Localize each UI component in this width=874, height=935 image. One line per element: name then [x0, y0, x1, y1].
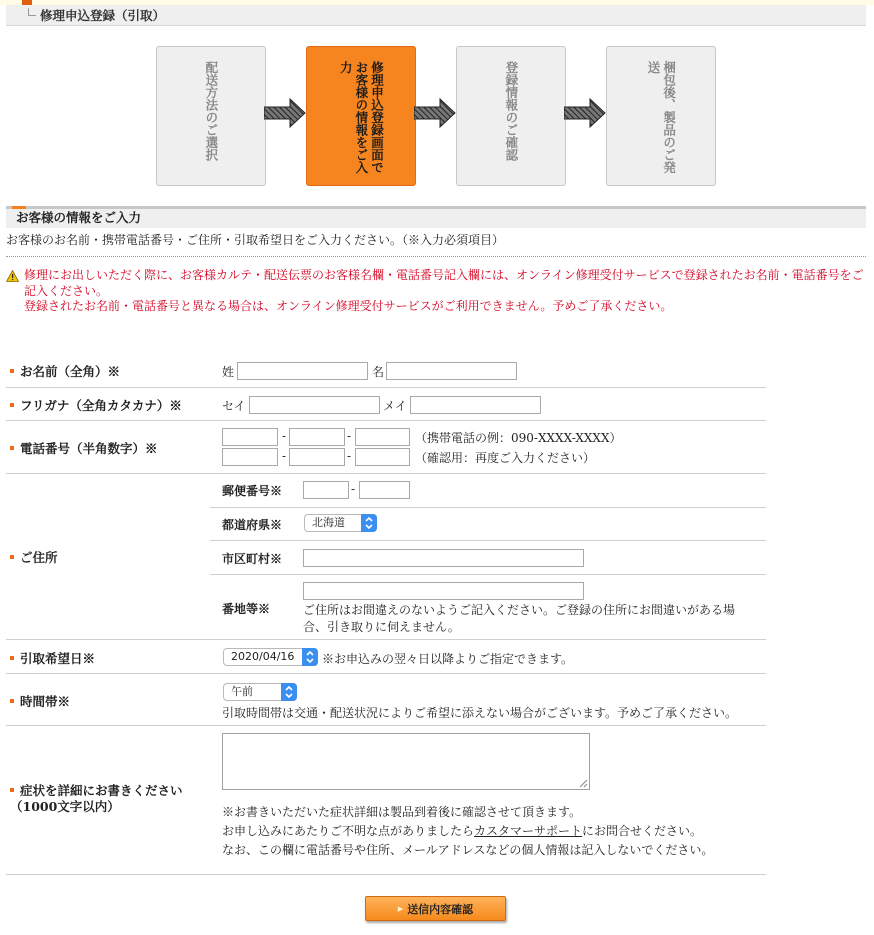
step-enter-info — [306, 46, 416, 186]
play-icon: ▶ — [397, 904, 404, 913]
symptoms-note: なお、この欄に電話番号や住所、メールアドレスなどの個人情報は記入しないでください。 — [222, 843, 714, 857]
name-label: お名前（全角）※ — [10, 362, 120, 380]
phone-sep: - — [282, 429, 287, 443]
phone-confirm-input-1[interactable] — [222, 448, 278, 466]
postal-input-1[interactable] — [303, 481, 349, 499]
step-select-delivery — [156, 46, 266, 186]
step-label: 梱包後、製品のご発送 — [646, 61, 677, 174]
select-arrow-icon — [361, 514, 377, 532]
phone-input-2[interactable] — [289, 428, 345, 446]
breadcrumb-corner-icon — [28, 8, 36, 16]
kana-last-prefix: セイ — [222, 399, 246, 413]
page-title: 修理申込登録（引取） — [40, 8, 166, 23]
last-name-input[interactable] — [237, 362, 368, 380]
warning-message — [6, 268, 866, 315]
phone-sep: - — [347, 429, 352, 443]
resize-handle-icon[interactable] — [579, 779, 588, 788]
step-confirm — [456, 46, 566, 186]
symptoms-note: お申し込みにあたりご不明な点がありましたらカスタマーサポートにお問合せください。 — [222, 824, 703, 838]
street-input[interactable] — [303, 582, 584, 600]
kana-label: フリガナ（全角カタカナ）※ — [10, 396, 182, 414]
prefecture-select[interactable]: 北海道 — [304, 514, 377, 532]
phone-sep: - — [347, 449, 352, 463]
warning-line: 修理にお出しいただく際に、お客様カルテ・配送伝票のお客様名欄・電話番号記入欄には、オンライン修理受付サービスで登録されたお名前・電話番号をご — [24, 268, 864, 282]
phone-confirm-input-3[interactable] — [355, 448, 410, 466]
warning-line: 記入ください。 — [24, 283, 109, 298]
street-note: ご住所はお間違えのないようご記入ください。ご登録の住所にお間違いがある場 — [303, 603, 736, 617]
postal-sep: - — [351, 482, 356, 496]
address-divider — [210, 574, 766, 575]
step-arrow-icon — [264, 98, 306, 128]
step-arrow-icon — [564, 98, 606, 128]
phone-sep: - — [282, 449, 287, 463]
step-label: 修理申込登録画面で お客様の情報をご入力 — [338, 61, 385, 174]
address-label: ご住所 — [10, 548, 58, 566]
phone-example: （携帯電話の例：090-XXXX-XXXX） — [415, 431, 622, 445]
last-name-prefix: 姓 — [222, 365, 235, 379]
pickup-date-label: 引取希望日※ — [10, 649, 95, 667]
divider — [6, 256, 866, 257]
breadcrumb — [6, 5, 866, 26]
step-label: 配送方法のご選択 — [203, 61, 219, 161]
phone-confirm-note: （確認用：再度ご入力ください） — [415, 451, 596, 465]
pickup-date-note: ※お申込みの翌々日以降よりご指定できます。 — [322, 652, 574, 666]
time-slot-label: 時間帯※ — [10, 692, 70, 710]
city-input[interactable] — [303, 549, 584, 567]
phone-input-3[interactable] — [355, 428, 410, 446]
first-name-prefix: 名 — [372, 365, 385, 379]
time-slot-select[interactable]: 午前 — [223, 683, 297, 701]
prefecture-label: 都道府県※ — [222, 518, 283, 532]
phone-confirm-input-2[interactable] — [289, 448, 345, 466]
step-label: 登録情報のご確認 — [503, 61, 519, 161]
address-divider — [210, 507, 766, 508]
step-arrow-icon — [414, 98, 456, 128]
warning-icon — [6, 270, 19, 282]
section-intro: お客様のお名前・携帯電話番号・ご住所・引取希望日をご入力ください。（※入力必須項目） — [6, 233, 505, 247]
symptoms-note: ※お書きいただいた症状詳細は製品到着後に確認させて頂きます。 — [222, 805, 582, 819]
kana-last-input[interactable] — [249, 396, 380, 414]
step-ship — [606, 46, 716, 186]
street-note: 合、引き取りに伺えません。 — [303, 620, 460, 634]
select-arrow-icon — [281, 683, 297, 701]
kana-first-prefix: メイ — [383, 399, 407, 413]
phone-label: 電話番号（半角数字）※ — [10, 439, 158, 457]
section-title: お客様の情報をご入力 — [6, 206, 866, 228]
symptoms-textarea[interactable] — [222, 733, 590, 790]
time-slot-note: 引取時間帯は交通・配送状況によりご希望に添えない場合がございます。予めご了承ください。 — [222, 706, 738, 720]
phone-input-1[interactable] — [222, 428, 278, 446]
kana-first-input[interactable] — [410, 396, 541, 414]
pickup-date-select[interactable]: 2020/04/16 — [223, 648, 318, 666]
symptoms-label: 症状を詳細にお書きください （1000文字以内） — [10, 783, 183, 814]
postal-label: 郵便番号※ — [222, 484, 283, 498]
street-label: 番地等※ — [222, 602, 271, 616]
customer-support-link[interactable]: カスタマーサポート — [474, 824, 583, 838]
select-arrow-icon — [302, 648, 318, 666]
postal-input-2[interactable] — [359, 481, 410, 499]
submit-confirm-button[interactable]: ▶ 送信内容確認 — [365, 896, 506, 921]
city-label: 市区町村※ — [222, 552, 283, 566]
first-name-input[interactable] — [386, 362, 517, 380]
address-divider — [210, 540, 766, 541]
warning-line: 登録されたお名前・電話番号と異なる場合は、オンライン修理受付サービスがご利用できません。予めご了承ください。 — [24, 299, 673, 313]
